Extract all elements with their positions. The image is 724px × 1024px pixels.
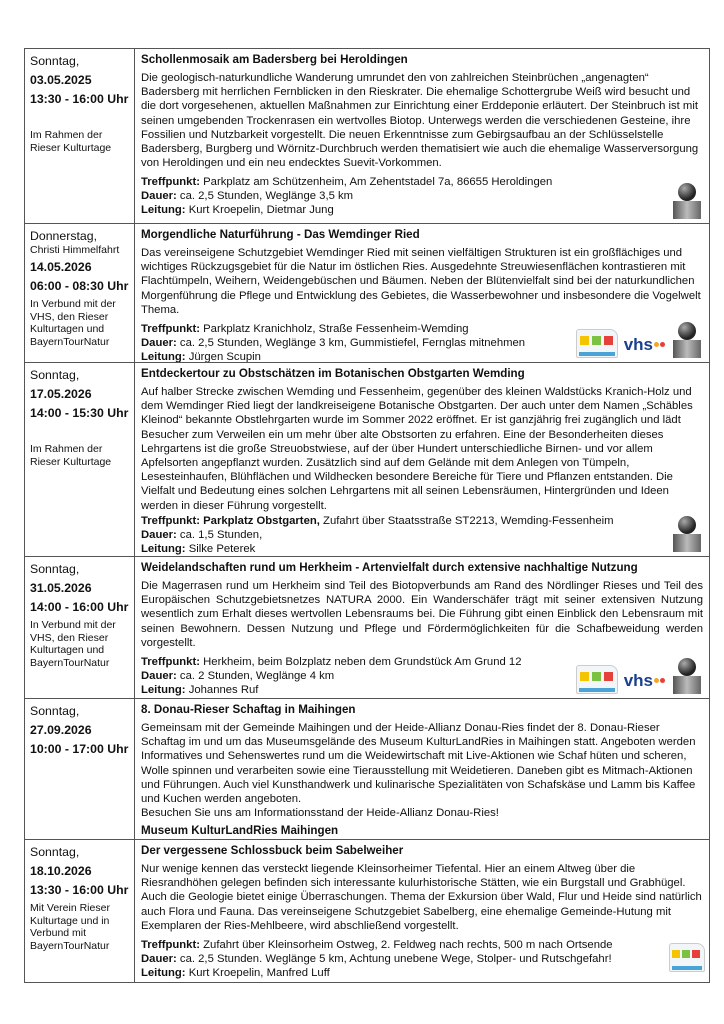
event-date-cell — [25, 557, 135, 698]
event-description: Auf halber Strecke zwischen Wemding und Fessenheim, gegenüber des kleinen Waldstücks Kranich-Holz und dem Wemdinger Ried liegt der landkreiseigene Botanische Obstgarten. Der auch unter dem Namen „Schäbles Kleinod“ bekannte Obstlehrgarten wurde im Sommer 2022 eröffnet. Er ist ganzjährig frei zugänglich und lädt Besucher zum Verweilen ein um mehr über alte Obstsorten zu erfahren. Eine der Besonderheiten dieses Lehrgartens ist die große Streuobstwiese, auf der über Hundert unterschiedliche Birnen- und vor allem Apfelsorten angepflanzt wurden. Zusätzlich sind auf dem Gelände mit dem Anlegen von Tümpeln, Lesesteinhaufen, Blühflächen und Wildhecken besondere Bereiche für Tiere und Pflanzen entstanden. Die Vielfalt und Bedeutung eines solchen Lehrgartens mit all seinen Lebensräumen, Hintergründen und Ideen werden in dieser Führung vorgestellt. — [141, 386, 693, 512]
leitung-label: Leitung: — [141, 542, 186, 555]
partner-logos — [576, 322, 703, 358]
event-time: 14:00 - 15:30 Uhr — [30, 406, 129, 420]
treffpunkt-value: Parkplatz am Schützenheim, Am Zehentstadel 7a, 86655 Heroldingen — [200, 176, 553, 189]
treffpunkt-label: Treffpunkt: — [141, 656, 200, 669]
event-note: Mit Verein Rieser Kulturtage und in Verbund mit BayernTourNatur — [30, 902, 110, 952]
event-row — [25, 698, 709, 839]
leitung-label: Leitung: — [141, 351, 186, 364]
event-note: Im Rahmen der Rieser Kulturtage — [30, 129, 112, 154]
partner-logos — [669, 943, 705, 972]
partner-logos — [576, 658, 703, 694]
event-time: 13:30 - 16:00 Uhr — [30, 883, 129, 897]
leitung-value: Jürgen Scupin — [185, 351, 261, 364]
treffpunkt-value: Herkheim, beim Bolzplatz neben dem Grundstück Am Grund 12 — [200, 656, 522, 669]
event-day: Sonntag, — [30, 368, 80, 382]
event-time: 10:00 - 17:00 Uhr — [30, 742, 129, 756]
bayerntournatur-logo-icon — [576, 665, 618, 694]
treffpunkt-label: Treffpunkt: — [141, 939, 200, 952]
events-table — [24, 48, 710, 983]
event-day: Sonntag, — [30, 845, 80, 859]
event-content-cell — [135, 49, 709, 223]
dauer-value: ca. 2,5 Stunden, Weglänge 3 km, Gummistiefel, Fernglas mitnehmen — [176, 337, 526, 350]
event-time: 06:00 - 08:30 Uhr — [30, 279, 129, 293]
event-description: Die geologisch-naturkundliche Wanderung umrundet den von zahlreichen Steinbrüchen „angenagten“ Badersberg mit herrlichen Fernblicken in den Rieskrater. Die ehemalige Schottergrube Weiß wird besucht und die dort vorgesehenen, aktuellen Maßnahmen zur Einrichtung einer Erddeponie erläutert. Der Steinbruch ist mit seinen umgebenden Trockenrasen ein wertvolles Biotop. Unterwegs werden die verschiedenen Gesteine, ihre Fossilien und Nutzbarkeit vorgestellt. Die neuen Erkenntnisse zum Gebirgsaufbau an der Schlüsselstelle Badersberg, Burgberg und Wörnitz-Durchbruch werden thematisiert wie auch die ehemalige Wasserversorgung von Heroldingen und ein neu endecktes Suevit-Vorkommen. — [141, 72, 699, 170]
dauer-label: Dauer: — [141, 528, 177, 541]
event-day: Sonntag, — [30, 562, 80, 576]
event-date: 03.05.2025 — [30, 73, 92, 87]
bayerntournatur-logo-icon — [576, 329, 618, 358]
event-location: Museum KulturLandRies Maihingen — [141, 824, 339, 838]
treffpunkt-value: Parkplatz Kranichholz, Straße Fessenheim-Wemding — [200, 323, 469, 336]
event-title: Entdeckertour zu Obstschätzen im Botanischen Obstgarten Wemding — [141, 367, 525, 380]
event-time: 13:30 - 16:00 Uhr — [30, 92, 129, 106]
event-description: Nur wenige kennen das versteckt liegende Kleinsorheimer Tiefental. Hier an einem Altweg über die Riesrandhöhen gelegen befinden sich interessante kulurhistorische Stätten, wie ein Burgstall und Grabhügel. Auch die Geologie bietet einige Überraschungen. Thema der Exkursion über Wald, Flur und Heide sind natürlich auch Flora und Fauna. Das vereinseigene Schutzgebiet Sabelberg, eine ehemalige Gemeinde-Hutung mit Exemplaren der Ries-Mehlbeere, wird abschließend vorgestellt. — [141, 863, 702, 932]
event-content-cell — [135, 840, 709, 982]
event-title: Schollenmosaik am Badersberg bei Heroldingen — [141, 53, 408, 66]
event-description: Das vereinseigene Schutzgebiet Wemdinger Ried mit seinen vielfältigen Strukturen ist ein großflächiges und wichtiges Rückzugsgebiet für die Natur im östlichen Ries. Ausgedehnte Streuwiesenflächen kontrastieren mit Flachtümpeln, Weihern, Weidengebüschen und Bäumen. Neben der Blütenvielfalt sind bei der naturkundlichen Morgenführung die Pflege und Entwicklung des Gebietes, die Wasserbewohner und insbesondere die Vogelwelt Thema. — [141, 247, 701, 316]
event-dauer — [141, 528, 703, 542]
event-dauer — [141, 189, 703, 203]
event-note: Im Rahmen der Rieser Kulturtage — [30, 443, 112, 468]
event-date: 27.09.2026 — [30, 723, 92, 737]
event-date: 17.05.2026 — [30, 387, 92, 401]
event-day: Sonntag, — [30, 704, 80, 718]
dauer-label: Dauer: — [141, 337, 177, 350]
treffpunkt-label: Treffpunkt: — [141, 176, 200, 189]
vhs-logo-icon: vhs — [624, 667, 665, 694]
partner-logos — [671, 183, 703, 219]
event-row — [25, 839, 709, 982]
bayerntournatur-logo-icon — [669, 943, 705, 972]
dauer-value: ca. 2,5 Stunden, Weglänge 3,5 km — [176, 190, 354, 203]
event-date-cell — [25, 224, 135, 362]
event-leitung — [141, 966, 703, 980]
leitung-label: Leitung: — [141, 204, 186, 217]
vhs-logo-icon: vhs — [624, 331, 665, 358]
event-title: 8. Donau-Rieser Schaftag in Maihingen — [141, 703, 356, 716]
event-date-cell — [25, 49, 135, 223]
event-treffpunkt — [141, 938, 703, 952]
partner-logos — [671, 516, 703, 552]
event-date: 18.10.2026 — [30, 864, 92, 878]
verein-logo-icon — [671, 183, 703, 219]
verein-logo-icon — [671, 516, 703, 552]
event-date-cell — [25, 840, 135, 982]
event-note: In Verbund mit der VHS, den Rieser Kulturtagen und BayernTourNatur — [30, 298, 116, 348]
event-date: 31.05.2026 — [30, 581, 92, 595]
verein-logo-icon — [671, 322, 703, 358]
treffpunkt-value: Zufahrt über Staatsstraße ST2213, Wemding-Fessenheim — [319, 514, 614, 527]
leitung-value: Silke Peterek — [185, 542, 256, 555]
verein-logo-icon — [671, 658, 703, 694]
event-content-cell — [135, 224, 709, 362]
dauer-label: Dauer: — [141, 190, 177, 203]
dauer-value: ca. 2 Stunden, Weglänge 4 km — [176, 670, 335, 683]
leitung-label: Leitung: — [141, 967, 186, 980]
dauer-value: ca. 1,5 Stunden, — [176, 528, 263, 541]
treffpunkt-value: Zufahrt über Kleinsorheim Ostweg, 2. Feldweg nach rechts, 500 m nach Ortsende — [200, 939, 613, 952]
treffpunkt-label: Treffpunkt: — [141, 323, 200, 336]
event-treffpunkt — [141, 514, 703, 528]
event-title: Morgendliche Naturführung - Das Wemdinger Ried — [141, 228, 420, 241]
event-content-cell — [135, 363, 709, 556]
event-time: 14:00 - 16:00 Uhr — [30, 600, 129, 614]
event-row — [25, 49, 709, 223]
event-day-sub: Christi Himmelfahrt — [30, 244, 120, 256]
leitung-value: Johannes Ruf — [185, 684, 259, 697]
dauer-value: ca. 2,5 Stunden. Weglänge 5 km, Achtung unebene Wege, Stolper- und Rutschgefahr! — [176, 953, 612, 966]
event-title: Weidelandschaften rund um Herkheim - Artenvielfalt durch extensive nachhaltige Nutzung — [141, 561, 638, 574]
event-date-cell — [25, 699, 135, 839]
dauer-label: Dauer: — [141, 670, 177, 683]
event-content-cell — [135, 699, 709, 839]
event-content-cell — [135, 557, 709, 698]
leitung-label: Leitung: — [141, 684, 186, 697]
event-date-cell — [25, 363, 135, 556]
event-day: Sonntag, — [30, 54, 80, 68]
event-leitung — [141, 542, 703, 556]
leitung-value: Kurt Kroepelin, Dietmar Jung — [185, 204, 334, 217]
event-extra: Besuchen Sie uns am Informationsstand der Heide-Allianz Donau-Ries! — [141, 807, 499, 820]
event-date: 14.05.2026 — [30, 260, 92, 274]
event-dauer — [141, 952, 703, 966]
event-treffpunkt — [141, 175, 703, 189]
event-title: Der vergessene Schlossbuck beim Sabelweiher — [141, 844, 404, 857]
event-leitung — [141, 203, 703, 217]
event-note: In Verbund mit der VHS, den Rieser Kulturtagen und BayernTourNatur — [30, 619, 116, 669]
leitung-value: Kurt Kroepelin, Manfred Luff — [185, 967, 330, 980]
treffpunkt-label: Treffpunkt: Parkplatz Obstgarten, — [141, 514, 320, 527]
event-row — [25, 362, 709, 556]
event-row — [25, 556, 709, 698]
dauer-label: Dauer: — [141, 953, 177, 966]
event-description: Die Magerrasen rund um Herkheim sind Teil des Biotopverbunds am Rand des Nördlinger Rieses und Teil des Europäischen Schutzgebietsnetzes NATURA 2000. Ein Wanderschäfer trägt mit seiner extensiven Nutzung wesentlich zum Erhalt dieses wertvollen Lebensraums bei. Die Führung gibt einen Einblick den Lebensraum mit seinen Bewohnern. Dessen Nutzung und Pflege und Fördermöglichkeiten für die Schafbeweidung werden vorgestellt. — [141, 580, 703, 649]
event-row — [25, 223, 709, 362]
event-day: Donnerstag, — [30, 229, 97, 243]
event-description: Gemeinsam mit der Gemeinde Maihingen und der Heide-Allianz Donau-Ries findet der 8. Donau-Rieser Schaftag im und um das Museumsgelände des Museum KulturLandRies in Maihingen statt. Angeboten werden Informatives und Sehenswertes rund um die Weidewirtschaft mit Live-Aktionen wie Schaf hüten und scheren, Wolle spinnen und verarbeiten sowie eine Tierausstellung mit Weidetieren. Daneben gibt es Mitmach-Aktionen und Führungen. Auch viel Kunsthandwerk und kulinarische Spezialitäten von Schafskäse und Lamm bis Kaffee und Kuchen werden angeboten. — [141, 722, 696, 806]
